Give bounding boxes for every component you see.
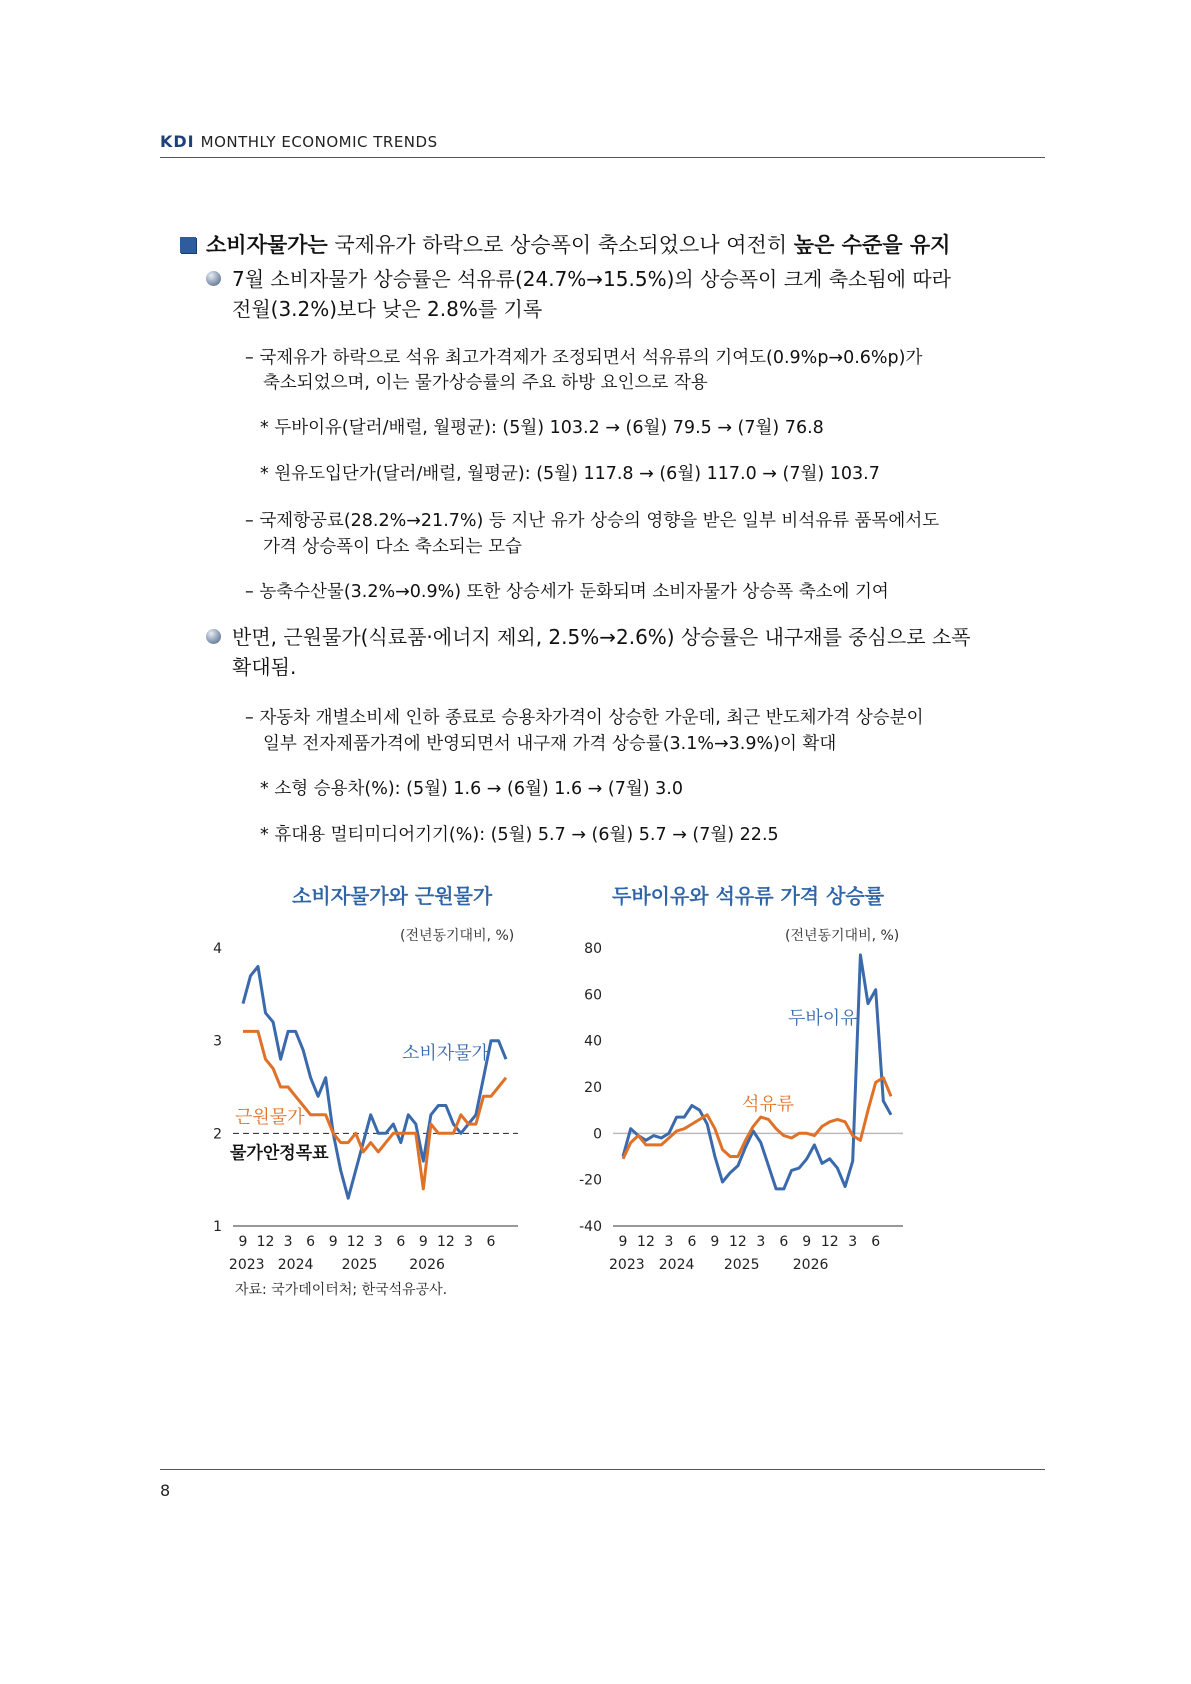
heading-middle: 국제유가 하락으로 상승폭이 축소되었으나 여전히 <box>327 233 794 257</box>
chart1-unit: (전년동기대비, %) <box>400 928 515 944</box>
y-tick-label: 0 <box>593 1126 602 1143</box>
reference-line-label: 물가안정목표 <box>230 1143 329 1164</box>
series-line-first <box>623 955 891 1189</box>
x-tick-label: 3 <box>283 1234 293 1250</box>
x-tick-label: 6 <box>486 1234 496 1250</box>
x-tick-label: 9 <box>238 1234 248 1250</box>
y-tick-label: 80 <box>584 941 602 957</box>
dash-item-2-line1: – 국제항공료(28.2%→21.7%) 등 지난 유가 상승의 영향을 받은 일부 비석유류 품목에서도 <box>245 511 940 531</box>
x-tick-label: 9 <box>328 1234 338 1250</box>
series-label: 근원물가 <box>235 1107 305 1128</box>
kdi-logo: KDI <box>160 132 195 151</box>
y-tick-label: 20 <box>584 1080 602 1096</box>
series-line-second <box>623 1078 891 1159</box>
y-tick-label: 3 <box>213 1033 222 1050</box>
x-year-label: 2026 <box>792 1257 829 1273</box>
bullet1-line1: 7월 소비자물가 상승률은 석유류(24.7%→15.5%)의 상승폭이 크게 축소됨에 따라 <box>232 267 951 291</box>
chart1-cpi-core <box>190 935 530 1280</box>
dash-item-2-line2: 가격 상승폭이 다소 축소되는 모습 <box>263 537 522 557</box>
x-tick-label: 9 <box>418 1234 428 1250</box>
x-tick-label: 6 <box>396 1234 406 1250</box>
report-header <box>160 132 438 151</box>
x-tick-label: 12 <box>256 1234 275 1250</box>
series-line-first <box>243 967 506 1199</box>
y-tick-label: -40 <box>579 1219 602 1235</box>
x-tick-label: 12 <box>820 1234 839 1250</box>
note-crude-import: * 원유도입단가(달러/배럴, 월평균): (5월) 117.8 → (6월) 117.0 → (7월) 103.7 <box>260 464 880 484</box>
footer-divider <box>160 1469 1045 1470</box>
series-label: 두바이유 <box>788 1008 858 1029</box>
y-tick-label: 4 <box>213 941 222 957</box>
note-multimedia: * 휴대용 멀티미디어기기(%): (5월) 5.7 → (6월) 5.7 → (7월) 22.5 <box>260 825 779 845</box>
sphere-bullet-icon <box>206 271 221 286</box>
header-divider <box>160 157 1045 158</box>
x-year-label: 2023 <box>609 1257 645 1273</box>
x-tick-label: 12 <box>637 1234 655 1250</box>
x-tick-label: 6 <box>779 1234 789 1250</box>
heading-bold-conclusion: 높은 수준을 유지 <box>793 233 951 257</box>
x-tick-label: 9 <box>710 1234 720 1250</box>
bullet2-line1: 반면, 근원물가(식료품·에너지 제외, 2.5%→2.6%) 상승률은 내구재를 중심으로 소폭 <box>232 625 971 649</box>
dash-item-1-line2: 축소되었으며, 이는 물가상승률의 주요 하방 요인으로 작용 <box>263 373 708 393</box>
x-tick-label: 12 <box>436 1234 455 1250</box>
dash-item-4-line2: 일부 전자제품가격에 반영되면서 내구재 가격 상승률(3.1%→3.9%)이 확대 <box>263 734 837 754</box>
square-bullet-icon <box>180 237 196 253</box>
x-year-label: 2023 <box>228 1257 265 1273</box>
y-tick-label: 2 <box>213 1126 222 1143</box>
dash-item-1-line1: – 국제유가 하락으로 석유 최고가격제가 조정되면서 석유류의 기여도(0.9%p→0.6%p)가 <box>245 348 923 368</box>
sphere-bullet-icon <box>206 629 221 644</box>
x-tick-label: 3 <box>756 1234 766 1250</box>
chart1-title: 소비자물가와 근원물가 <box>292 884 493 908</box>
y-tick-label: 60 <box>584 987 602 1004</box>
x-tick-label: 6 <box>871 1234 881 1250</box>
bullet1-line2: 전월(3.2%)보다 낮은 2.8%를 기록 <box>232 297 543 321</box>
x-tick-label: 3 <box>463 1234 473 1250</box>
x-tick-label: 6 <box>687 1234 697 1250</box>
y-tick-label: 40 <box>584 1033 602 1050</box>
y-tick-label: -20 <box>579 1172 602 1189</box>
dash-item-4-line1: – 자동차 개별소비세 인하 종료로 승용차가격이 상승한 가운데, 최근 반도체가격 상승분이 <box>245 708 924 728</box>
x-year-label: 2024 <box>658 1257 695 1273</box>
x-tick-label: 3 <box>848 1234 858 1250</box>
chart2-title: 두바이유와 석유류 가격 상승률 <box>612 884 885 908</box>
x-tick-label: 12 <box>346 1234 365 1250</box>
dash-item-3: – 농축수산물(3.2%→0.9%) 또한 상승세가 둔화되며 소비자물가 상승폭 축소에 기여 <box>245 582 889 602</box>
x-year-label: 2025 <box>341 1257 378 1273</box>
x-year-label: 2026 <box>409 1257 445 1273</box>
x-tick-label: 9 <box>802 1234 812 1250</box>
chart2-unit: (전년동기대비, %) <box>785 928 900 944</box>
note-small-car: * 소형 승용차(%): (5월) 1.6 → (6월) 1.6 → (7월) 3.0 <box>260 779 683 799</box>
x-tick-label: 9 <box>618 1234 628 1250</box>
y-tick-label: 1 <box>213 1219 222 1235</box>
x-tick-label: 3 <box>373 1234 383 1250</box>
bullet2-line2: 확대됨. <box>232 655 297 679</box>
series-label: 소비자물가 <box>402 1043 489 1064</box>
page-number: 8 <box>160 1481 171 1500</box>
chart2-dubai-petroleum <box>570 935 915 1280</box>
chart-source: 자료: 국가데이터처; 한국석유공사. <box>235 1282 448 1298</box>
x-year-label: 2025 <box>723 1257 760 1273</box>
x-year-label: 2024 <box>277 1257 314 1273</box>
report-series-title: MONTHLY ECONOMIC TRENDS <box>200 133 438 151</box>
x-tick-label: 6 <box>306 1234 316 1250</box>
heading-bold-subject: 소비자물가는 <box>206 233 328 257</box>
x-tick-label: 3 <box>664 1234 674 1250</box>
series-label: 석유류 <box>742 1094 795 1115</box>
note-dubai: * 두바이유(달러/배럴, 월평균): (5월) 103.2 → (6월) 79.5 → (7월) 76.8 <box>260 418 824 438</box>
section-heading <box>180 229 950 259</box>
x-tick-label: 12 <box>728 1234 747 1250</box>
